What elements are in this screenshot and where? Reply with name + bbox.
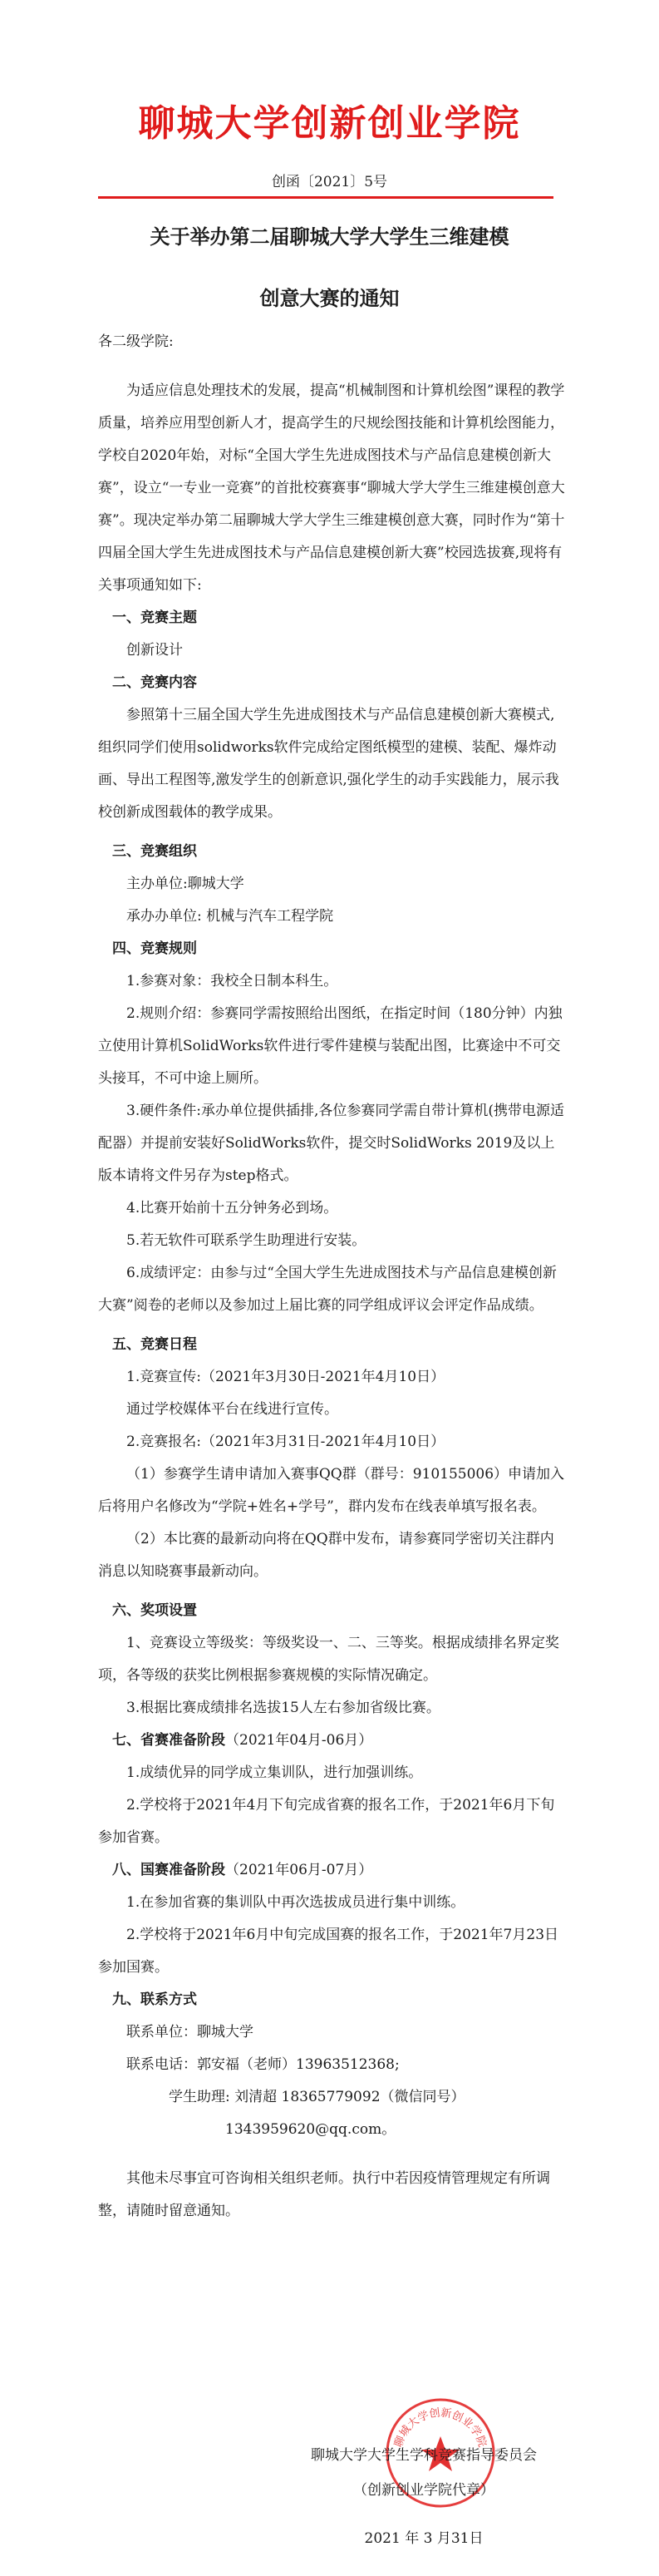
seal-text: 聊城大学创新创业学院 [392, 2406, 489, 2450]
section-heading-8 [98, 1854, 565, 1887]
national-prep-1: 1.在参加省赛的集训队中再次选拔成员进行集中训练。 [126, 1894, 465, 1911]
co-organizer: 承办办单位: 机械与汽车工程学院 [126, 908, 334, 925]
provincial-prep-1: 1.成绩优异的同学成立集训队，进行加强训练。 [126, 1764, 423, 1781]
signature-committee: 聊城大学大学生学科竞赛指导委员会 [311, 2447, 537, 2464]
section-8-period: （2021年06月-07月） [225, 1862, 373, 1878]
section-heading-3: 三、竞赛组织 [112, 843, 197, 860]
section-heading-4: 四、竞赛规则 [112, 940, 197, 957]
notice-body [98, 326, 565, 2228]
section-heading-2: 二、竞赛内容 [112, 674, 197, 691]
national-prep-2: 2.学校将于2021年6月中旬完成国赛的报名工作，于2021年7月23日参加国赛。 [98, 1927, 559, 1976]
section-heading-1: 一、竞赛主题 [112, 609, 197, 626]
section-7-title: 七、省赛准备阶段 [112, 1732, 225, 1749]
rule-3: 3.硬件条件:承办单位提供插排,各位参赛同学需自带计算机(携带电源适配器）并提前安装好SolidWorks软件，提交时SolidWorks 2019及以上版本请将文件另存为step格式。 [98, 1103, 564, 1184]
title-line-1: 关于举办第二届聊城大学大学生三维建模 [150, 225, 509, 249]
document-number: 创函〔2021〕5号 [271, 174, 388, 190]
rule-1: 1.参赛对象：我校全日制本科生。 [126, 973, 338, 989]
signature-block [274, 2438, 573, 2556]
organizer: 主办单位:聊城大学 [126, 876, 244, 892]
registration-note-2: （2）本比赛的最新动向将在QQ群中发布，请参赛同学密切关注群内消息以知晓赛事最新动向。 [98, 1531, 554, 1580]
header-divider [98, 196, 553, 199]
contact-email: 1343959620@qq.com。 [225, 2121, 396, 2138]
schedule-publicity-note: 通过学校媒体平台在线进行宣传。 [126, 1401, 338, 1418]
document-title [50, 206, 609, 329]
salutation: 各二级学院: [98, 333, 174, 350]
section-8-title: 八、国赛准备阶段 [112, 1862, 225, 1878]
rule-6: 6.成绩评定：由参与过“全国大学生先进成图技术与产品信息建模创新大赛”阅卷的老师以及参加过上届比赛的同学组成评议会评定作品成绩。 [98, 1265, 557, 1314]
section-heading-7 [98, 1725, 565, 1757]
section-2-text: 参照第十三届全国大学生先进成图技术与产品信息建模创新大赛模式,组织同学们使用solidworks软件完成给定图纸模型的建模、装配、爆炸动画、导出工程图等,激发学生的创新意识,强化学生的动手实践能力，展示我校创新成图载体的教学成果。 [98, 707, 559, 821]
registration-note-1: （1）参赛学生请申请加入赛事QQ群（群号：910155006）申请加入后将用户名修改为“学院+姓名+学号”，群内发布在线表单填写报名表。 [98, 1466, 565, 1515]
signature-date: 2021 年 3 月31日 [364, 2530, 484, 2547]
contact-unit: 联系单位：聊城大学 [126, 2024, 253, 2041]
rule-5: 5.若无软件可联系学生助理进行安装。 [126, 1232, 366, 1249]
rule-2: 2.规则介绍：参赛同学需按照给出图纸，在指定时间（180分钟）内独立使用计算机SolidWorks软件进行零件建模与装配出图，比赛途中不可交头接耳，不可中途上厕所。 [98, 1005, 563, 1087]
section-heading-5: 五、竞赛日程 [112, 1336, 197, 1353]
rule-4: 4.比赛开始前十五分钟务必到场。 [126, 1200, 338, 1216]
closing-note: 其他未尽事宜可咨询相关组织老师。执行中若因疫情管理规定有所调整，请随时留意通知。 [98, 2170, 550, 2219]
contact-phone: 联系电话：郭安福（老师）13963512368; [126, 2056, 400, 2073]
section-7-period: （2021年04月-06月） [225, 1732, 373, 1749]
contact-assistant: 学生助理: 刘清超 18365779092（微信同号） [169, 2089, 465, 2105]
schedule-publicity: 1.竞赛宣传:（2021年3月30日-2021年4月10日） [126, 1369, 445, 1385]
section-heading-6: 六、奖项设置 [112, 1602, 197, 1619]
section-1-text: 创新设计 [126, 642, 183, 659]
award-1: 1、竞赛设立等级奖：等级奖设一、二、三等奖。根据成绩排名界定奖项，各等级的获奖比例根据参赛规模的实际情况确定。 [98, 1635, 559, 1684]
provincial-prep-2: 2.学校将于2021年4月下旬完成省赛的报名工作，于2021年6月下旬参加省赛。 [98, 1797, 555, 1846]
institution-header: 聊城大学创新创业学院 [138, 102, 521, 145]
title-line-2: 创意大赛的通知 [259, 286, 400, 310]
signature-office: （创新创业学院代章） [353, 2482, 494, 2499]
award-2: 3.根据比赛成绩排名选拔15人左右参加省级比赛。 [126, 1700, 440, 1716]
intro-paragraph: 为适应信息处理技术的发展，提高“机械制图和计算机绘图”课程的教学质量，培养应用型创新人才，提高学生的尺规绘图技能和计算机绘图能力，学校自2020年始，对标“全国大学生先进成图技术与产品信息建模创新大赛”，设立“一专业一竞赛”的首批校赛赛事“聊城大学大学生三维建模创意大赛”。现决定举办第二届聊城大学大学生三维建模创意大赛，同时作为“第十四届全国大学生先进成图技术与产品信息建模创新大赛”校园选拔赛,现将有关事项通知如下: [98, 382, 565, 594]
schedule-registration: 2.竞赛报名:（2021年3月31日-2021年4月10日） [126, 1434, 445, 1450]
section-heading-9: 九、联系方式 [112, 1991, 197, 2008]
